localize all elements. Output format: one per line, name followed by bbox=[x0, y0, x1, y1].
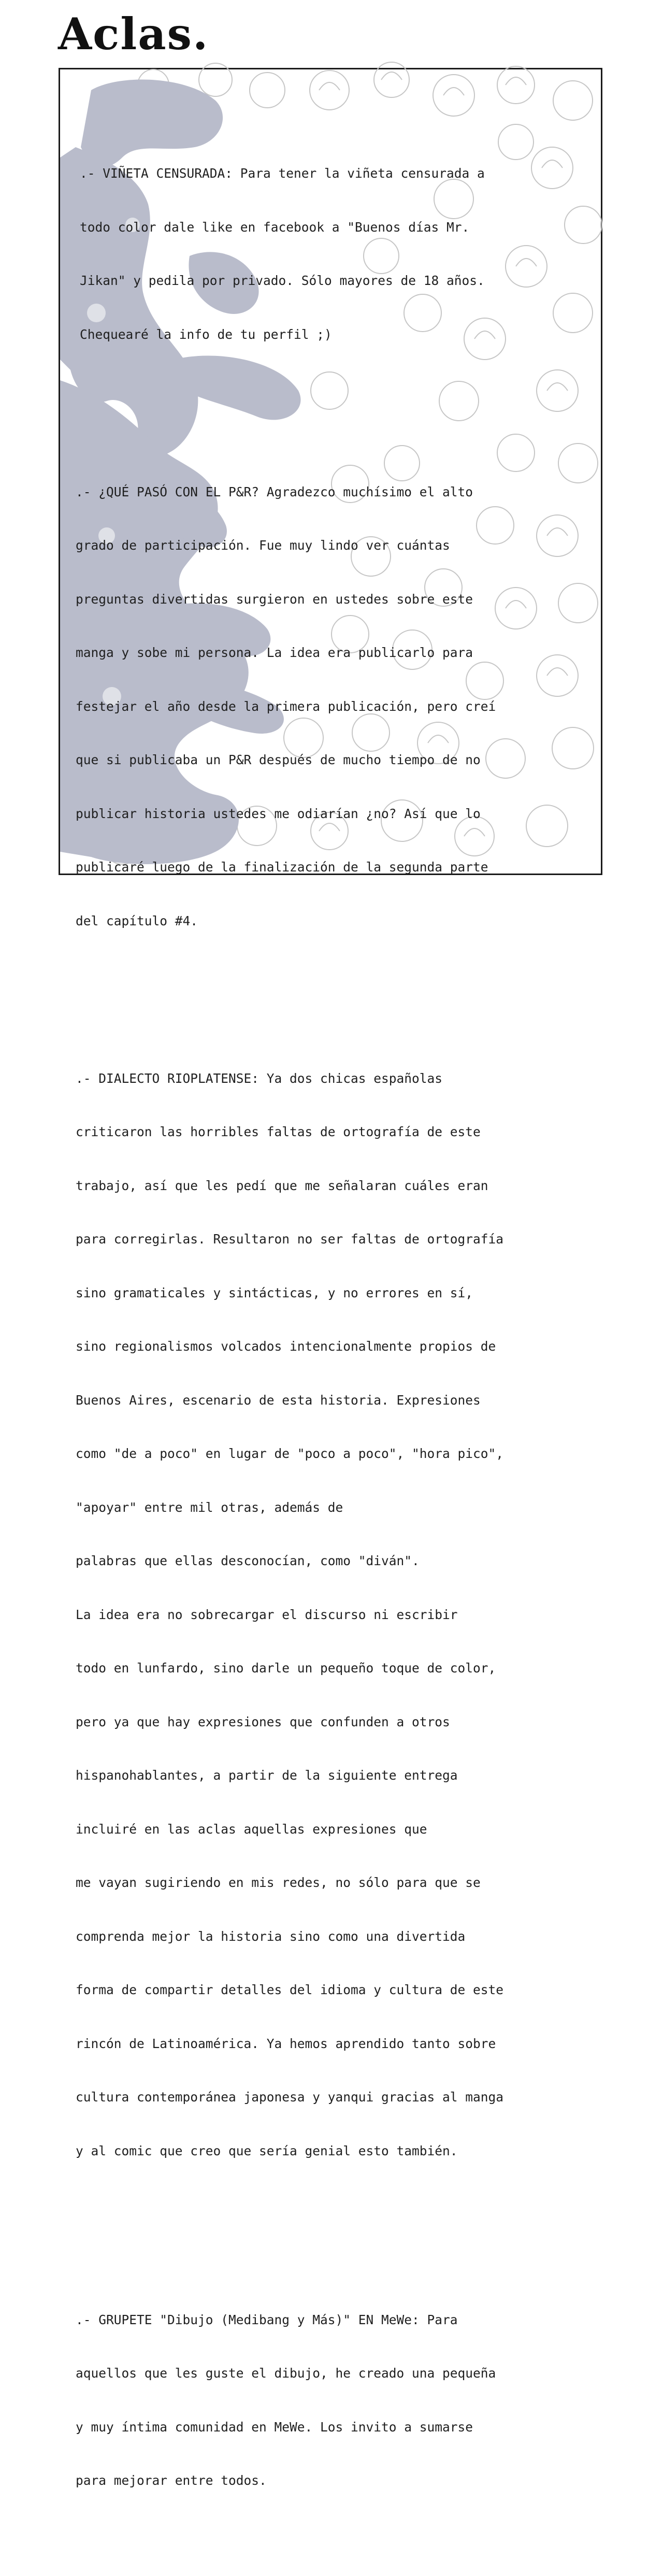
note-line: hispanohablantes, a partir de la siguiente entrega bbox=[76, 1768, 458, 1783]
note-line: .- ¿QUÉ PASÓ CON EL P&R? Agradezco muchísimo el alto bbox=[76, 484, 473, 499]
note-line: para corregirlas. Resultaron no ser faltas de ortografía bbox=[76, 1232, 504, 1247]
note-line: "apoyar" entre mil otras, además de bbox=[76, 1499, 343, 1515]
note-line: sino gramaticales y sintácticas, y no errores en sí, bbox=[76, 1285, 473, 1300]
note-line: publicar historia ustedes me odiarían ¿no? Así que lo bbox=[76, 806, 481, 821]
note-censored-panel bbox=[76, 129, 594, 379]
note-line: .- VIÑETA CENSURADA: Para tener la viñeta censurada a bbox=[80, 166, 485, 181]
notes-body bbox=[76, 93, 594, 2576]
note-line: Chequearé la info de tu perfil ;) bbox=[80, 326, 332, 342]
note-line: rincón de Latinoamérica. Ya hemos aprendido tanto sobre bbox=[76, 2036, 496, 2051]
note-line: comprenda mejor la historia sino como una divertida bbox=[76, 1928, 466, 1944]
note-line: grado de participación. Fue muy lindo ver cuántas bbox=[76, 538, 450, 553]
note-line: todo en lunfardo, sino darle un pequeño toque de color, bbox=[76, 1661, 496, 1676]
note-line: me vayan sugiriendo en mis redes, no sólo para que se bbox=[76, 1875, 481, 1890]
note-line: .- DIALECTO RIOPLATENSE: Ya dos chicas españolas bbox=[76, 1070, 443, 1086]
note-line: cultura contemporánea japonesa y yanqui gracias al manga bbox=[76, 2090, 504, 2105]
note-line: La idea era no sobrecargar el discurso ni escribir bbox=[76, 1607, 458, 1622]
note-line: y al comic que creo que sería genial esto también. bbox=[76, 2143, 458, 2158]
note-dialect bbox=[76, 1034, 594, 2196]
note-line: aquellos que les guste el dibujo, he creado una pequeña bbox=[76, 2366, 496, 2381]
note-line: incluiré en las aclas aquellas expresiones que bbox=[76, 1821, 427, 1837]
note-line: del capítulo #4. bbox=[76, 913, 198, 928]
note-line: publicaré luego de la finalización de la segunda parte bbox=[76, 860, 488, 875]
note-line: para mejorar entre todos. bbox=[76, 2473, 267, 2488]
note-line: .- GRUPETE "Dibujo (Medibang y Más)" EN MeWe: Para bbox=[76, 2312, 458, 2327]
note-line: palabras que ellas desconocían, como "diván". bbox=[76, 1553, 420, 1568]
note-line: y muy íntima comunidad en MeWe. Los invito a sumarse bbox=[76, 2419, 473, 2435]
note-line: forma de compartir detalles del idioma y cultura de este bbox=[76, 1982, 504, 1997]
note-line: trabajo, así que les pedí que me señalaran cuáles eran bbox=[76, 1178, 488, 1193]
note-line: criticaron las horribles faltas de ortografía de este bbox=[76, 1124, 481, 1139]
note-line: como "de a poco" en lugar de "poco a poco", "hora pico", bbox=[76, 1446, 504, 1461]
note-line: pero ya que hay expresiones que confunden a otros bbox=[76, 1714, 450, 1729]
note-line: todo color dale like en facebook a "Buenos días Mr. bbox=[80, 219, 470, 235]
note-line: manga y sobe mi persona. La idea era publicarlo para bbox=[76, 645, 473, 660]
note-line: Buenos Aires, escenario de esta historia. Expresiones bbox=[76, 1392, 481, 1408]
note-qa bbox=[76, 448, 594, 966]
page-title: Aclas. bbox=[58, 8, 209, 60]
notes-frame bbox=[59, 68, 602, 2488]
note-line: que si publicaba un P&R después de mucho tiempo de no bbox=[76, 752, 481, 767]
note-mewe-group bbox=[76, 2276, 594, 2526]
note-line: sino regionalismos volcados intencionalmente propios de bbox=[76, 1339, 496, 1354]
note-line: preguntas divertidas surgieron en ustedes sobre este bbox=[76, 591, 473, 607]
note-line: festejar el año desde la primera publicación, pero creí bbox=[76, 698, 496, 714]
note-line: Jikan" y pedila por privado. Sólo mayores de 18 años. bbox=[80, 273, 485, 288]
